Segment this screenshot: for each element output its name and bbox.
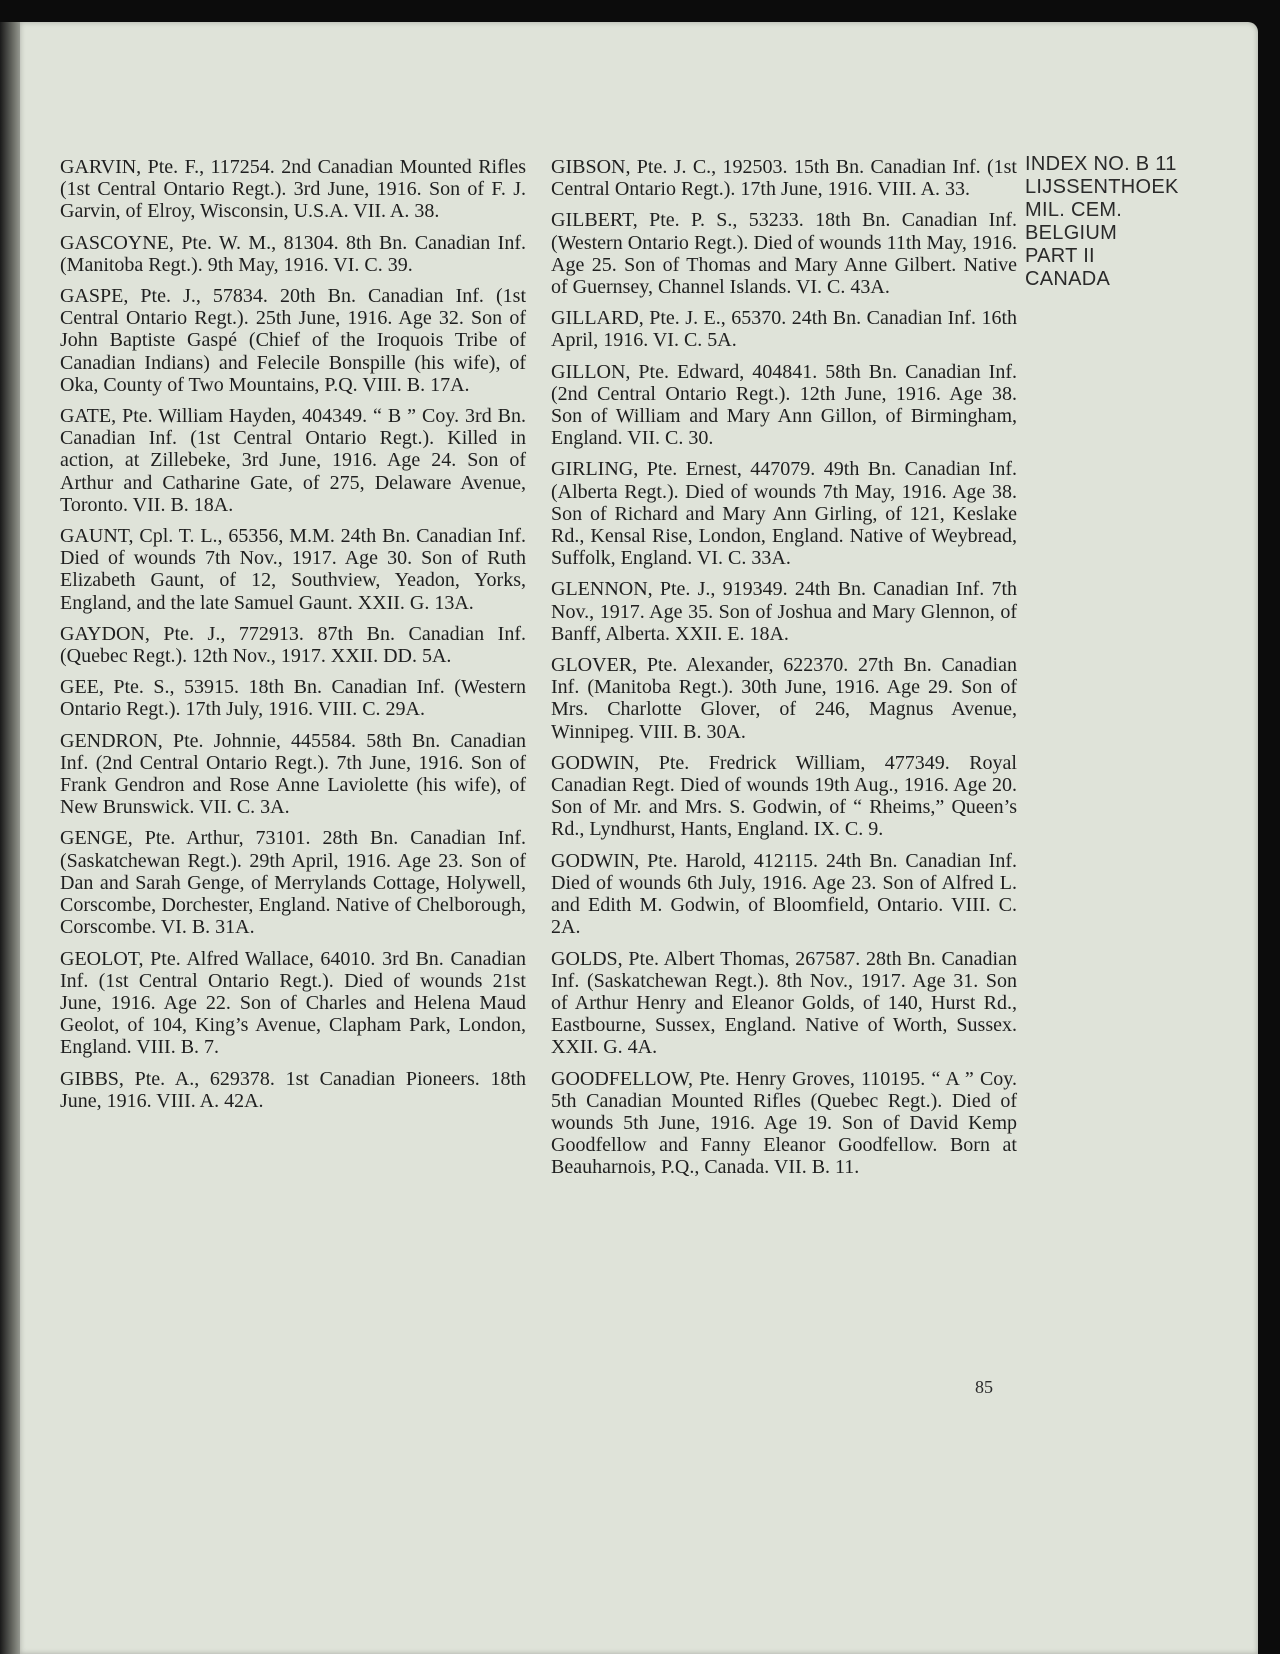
middle-column bbox=[551, 156, 1017, 1188]
entry-gilbert: GILBERT, Pte. P. S., 53233. 18th Bn. Canadian Inf. (Western Ontario Regt.). Died of wounds 11th May, 1916. Age 25. Son of Thomas and Mary Anne Gilbert. Native of Guernsey, Channel Islands. VI. C. 43A. bbox=[551, 209, 1017, 299]
entry-gascoyne: GASCOYNE, Pte. W. M., 81304. 8th Bn. Canadian Inf. (Manitoba Regt.). 9th May, 1916. VI. C. 39. bbox=[60, 231, 526, 276]
left-column bbox=[60, 156, 526, 1121]
entry-godwin-fredrick: GODWIN, Pte. Fredrick William, 477349. Royal Canadian Regt. Died of wounds 19th Aug., 1916. Age 20. Son of Mr. and Mrs. S. Godwin, of “ Rheims,” Queen’s Rd., Lyndhurst, Hants, England. IX. C. 9. bbox=[551, 751, 1017, 841]
entry-gaunt: GAUNT, Cpl. T. L., 65356, M.M. 24th Bn. Canadian Inf. Died of wounds 7th Nov., 1917. Age 30. Son of Ruth Elizabeth Gaunt, of 12, Southview, Yeadon, Yorks, England, and the late Samuel Gaunt. XXII. G. 13A. bbox=[60, 525, 526, 614]
entry-godwin-harold: GODWIN, Pte. Harold, 412115. 24th Bn. Canadian Inf. Died of wounds 6th July, 1916. Age 23. Son of Alfred L. and Edith M. Godwin, of Bloomfield, Ontario. VIII. C. 2A. bbox=[551, 849, 1017, 939]
page-number: 85 bbox=[975, 1377, 993, 1397]
entry-gee: GEE, Pte. S., 53915. 18th Bn. Canadian Inf. (Western Ontario Regt.). 17th July, 1916. VIII. C. 29A. bbox=[60, 676, 526, 721]
entry-genge: GENGE, Pte. Arthur, 73101. 28th Bn. Canadian Inf. (Saskatchewan Regt.). 29th April, 1916. Age 23. Son of Dan and Sarah Genge, of Merrylands Cottage, Holywell, Corscombe, Dorchester, England. Native of Chelborough, Corscombe. VI. B. 31A. bbox=[60, 827, 526, 939]
entry-gaspe: GASPE, Pte. J., 57834. 20th Bn. Canadian Inf. (1st Central Ontario Regt.). 25th June, 1916. Age 32. Son of John Baptiste Gaspé (Chief of the Iroquois Tribe of Canadian Indians) and Felecile Bonspille (his wife), of Oka, County of Two Mountains, P.Q. VIII. B. 17A. bbox=[60, 285, 526, 396]
entry-gate: GATE, Pte. William Hayden, 404349. “ B ” Coy. 3rd Bn. Canadian Inf. (1st Central Ontario Regt.). Killed in action, at Zillebeke, 3rd June, 1916. Age 24. Son of Arthur and Catharine Gate, of 275, Delaware Avenue, Toronto. VII. B. 18A. bbox=[60, 405, 526, 516]
entry-golds: GOLDS, Pte. Albert Thomas, 267587. 28th Bn. Canadian Inf. (Saskatchewan Regt.). 8th Nov., 1917. Age 31. Son of Arthur Henry and Eleanor Golds, of 140, Hurst Rd., Eastbourne, Sussex, England. Native of Worth, Sussex. XXII. G. 4A. bbox=[551, 947, 1017, 1059]
cemetery-type: MIL. CEM. bbox=[1025, 199, 1123, 221]
entry-gendron: GENDRON, Pte. Johnnie, 445584. 58th Bn. Canadian Inf. (2nd Central Ontario Regt.). 7th June, 1916. Son of Frank Gendron and Rose Anne Laviolette (his wife), of New Brunswick. VII. C. 3A. bbox=[60, 729, 526, 819]
cemetery-name: LIJSSENTHOEK bbox=[1025, 176, 1179, 198]
entry-glover: GLOVER, Pte. Alexander, 622370. 27th Bn. Canadian Inf. (Manitoba Regt.). 30th June, 1916. Age 29. Son of Mrs. Charlotte Glover, of 246, Magnus Avenue, Winnipeg. VIII. B. 30A. bbox=[551, 654, 1017, 743]
entry-gibbs: GIBBS, Pte. A., 629378. 1st Canadian Pioneers. 18th June, 1916. VIII. A. 42A. bbox=[60, 1067, 526, 1112]
index-header bbox=[1025, 153, 1245, 291]
entry-gibson: GIBSON, Pte. J. C., 192503. 15th Bn. Canadian Inf. (1st Central Ontario Regt.). 17th June, 1916. VIII. A. 33. bbox=[551, 156, 1017, 201]
entry-gaydon: GAYDON, Pte. J., 772913. 87th Bn. Canadian Inf. (Quebec Regt.). 12th Nov., 1917. XXII. DD. 5A. bbox=[60, 622, 526, 668]
entry-girling: GIRLING, Pte. Ernest, 447079. 49th Bn. Canadian Inf. (Alberta Regt.). Died of wounds 7th May, 1916. Age 38. Son of Richard and Mary Ann Girling, of 121, Keslake Rd., Kensal Rise, London, England. Native of Weybread, Suffolk, England. VI. C. 33A. bbox=[551, 458, 1017, 570]
country: BELGIUM bbox=[1025, 222, 1118, 244]
nationality: CANADA bbox=[1025, 268, 1111, 290]
entry-gillon: GILLON, Pte. Edward, 404841. 58th Bn. Canadian Inf. (2nd Central Ontario Regt.). 12th June, 1916. Age 38. Son of William and Mary Ann Gillon, of Birmingham, England. VII. C. 30. bbox=[551, 360, 1017, 450]
index-number: INDEX NO. B 11 bbox=[1025, 153, 1177, 175]
entry-glennon: GLENNON, Pte. J., 919349. 24th Bn. Canadian Inf. 7th Nov., 1917. Age 35. Son of Joshua and Mary Glennon, of Banff, Alberta. XXII. E. 18A. bbox=[551, 578, 1017, 645]
entry-garvin: GARVIN, Pte. F., 117254. 2nd Canadian Mounted Rifles (1st Central Ontario Regt.). 3rd June, 1916. Son of F. J. Garvin, of Elroy, Wisconsin, U.S.A. VII. A. 38. bbox=[60, 156, 526, 223]
entry-goodfellow: GOODFELLOW, Pte. Henry Groves, 110195. “ A ” Coy. 5th Canadian Mounted Rifles (Quebec Regt.). Died of wounds 5th June, 1916. Age 19. Son of David Kemp Goodfellow and Fanny Eleanor Goodfellow. Born at Beauharnois, P.Q., Canada. VII. B. 11. bbox=[551, 1067, 1017, 1179]
entry-gillard: GILLARD, Pte. J. E., 65370. 24th Bn. Canadian Inf. 16th April, 1916. VI. C. 5A. bbox=[551, 307, 1017, 352]
entry-geolot: GEOLOT, Pte. Alfred Wallace, 64010. 3rd Bn. Canadian Inf. (1st Central Ontario Regt.). Died of wounds 21st June, 1916. Age 22. Son of Charles and Helena Maud Geolot, of 104, King’s Avenue, Clapham Park, London, England. VIII. B. 7. bbox=[60, 947, 526, 1059]
part-label: PART II bbox=[1025, 245, 1095, 267]
